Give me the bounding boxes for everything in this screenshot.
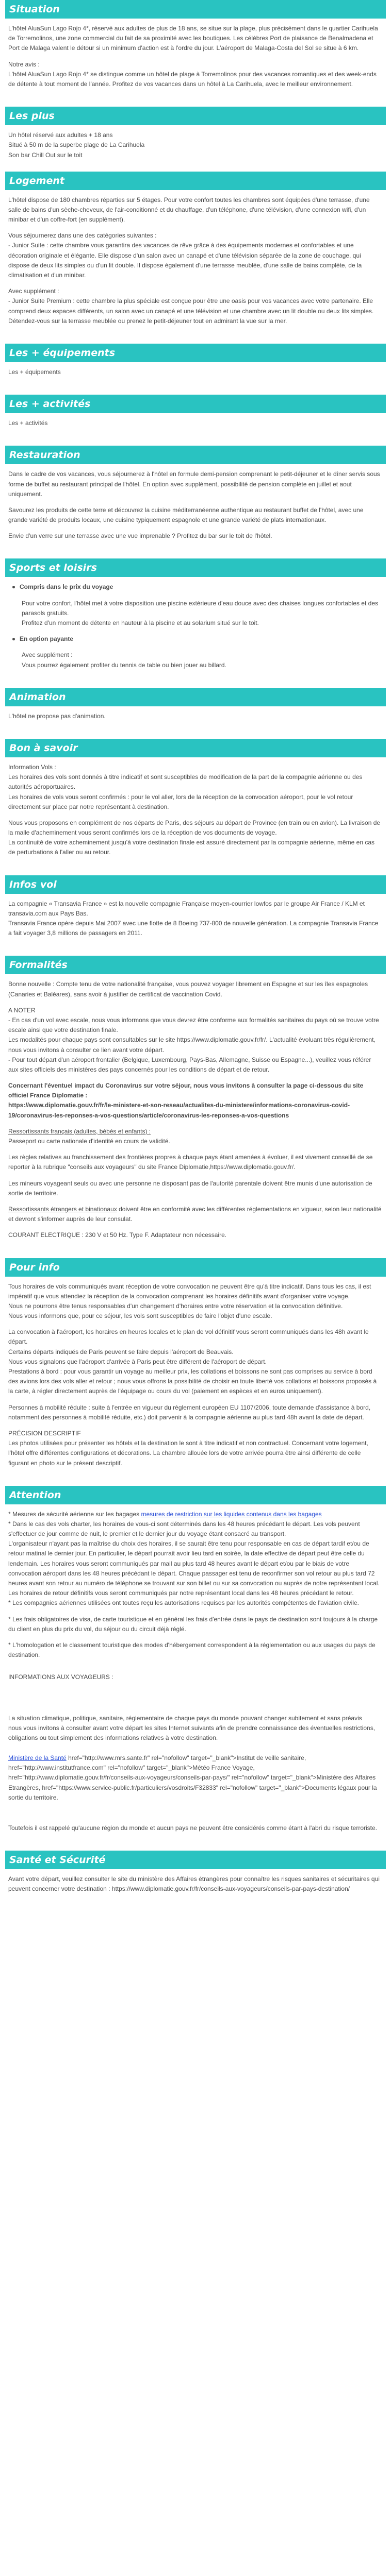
logement-junior-suite: - Junior Suite : cette chambre vous garantira des vacances de rêve grâce à des équipements modernes et confortables et une décoration originale et élégante. Elle dispose d'un salon avec un canapé et d'une télévision séparée de la zone de couchage, qui dispose de deux lits simples ou d'un lit double. Il dispose également d'une terrasse meublée, d'une salle de bains complète, de la climatisation et d'un minibar. — [8, 242, 362, 279]
section-body-savoir — [5, 757, 386, 875]
sports-included-text: Pour votre confort, l'hôtel met à votre disposition une piscine extérieure d'eau douce avec des chaises longues confortables et des parasols gratuits. — [22, 599, 378, 617]
situation-avis-text: L'hôtel AluaSun Lago Rojo 4* se distingue comme un hôtel de plage à Torremolinos pour des vacances romantiques et des week-ends de détente à tout moment de l'année. Profitez de vos vacances dans un hôtel à La Carihuela, avec le meilleur environnement. — [8, 70, 377, 88]
sports-paid-label: Avec supplément : — [22, 651, 73, 659]
logement-junior-suite-premium: - Junior Suite Premium : cette chambre la plus spéciale est conçue pour être une oasis pour vos vacances avec votre partenaire. Elle comprend deux espaces différents, un salon avec un canapé et une télévision et une chambre avec un lit double ou deux lits simples. Détendez-vous sur la terrasse meublée ou prenez le petit-déjeuner tout en admirant la vue sur la mer. — [8, 297, 374, 325]
formalites-note-label: A NOTER — [8, 1006, 36, 1014]
formalites-paragraph: - Pour tout départ d'un aéroport frontalier (Belgique, Luxembourg, Pays-Bas, Allemagne, Suisse ou Espagne...), veuillez vous référer aux sites officiels des ministères des pays concernés pour les conditions de départ et de retour. — [8, 1056, 371, 1073]
attention-paragraph: Toutefois il est rappelé qu'aucune région du monde et aucun pays ne peuvent être considérés comme étant à l'abri du risque terroriste. — [8, 1824, 378, 1832]
logement-paragraph: L'hôtel dispose de 180 chambres réparties sur 5 étages. Pour votre confort toutes les chambres sont équipées d'une terrasse, d'une salle de bains d'un sèche-cheveux, de l'air-conditionné et du chauffage, d'un téléphone, d'une télévision, d'une connexion wifi, d'un minibar et d'un coffre-fort (en supplément). — [8, 196, 370, 224]
formalites-paragraph: Les modalités pour chaque pays sont consultables sur le site https://www.diplomatie.gouv.fr/fr/. L'actualité évoluant très régulièrement, nous vous invitons à consulter ce lien avant votre départ. — [8, 1036, 376, 1054]
vols-paragraph: La compagnie « Transavia France » est la nouvelle compagnie Française moyen-courrier lowfos par le groupe Air France / KLM et transavia.com aux Pays Bas. — [8, 900, 365, 917]
section-title-situation: Situation — [5, 0, 386, 19]
sports-included-text: Profitez d'un moment de détente en hauteur à la piscine et au solarium situé sur le toit. — [22, 619, 259, 626]
savoir-paragraph: Les horaires des vols sont donnés à titre indicatif et sont susceptibles de modification de la part de la compagnie aérienne ou des autorités aéroportuaires. — [8, 773, 363, 791]
attention-links — [8, 1753, 383, 1803]
logement-categories-intro: Vous séjournerez dans une des catégories suivantes : — [8, 232, 157, 240]
animation-text: L'hôtel ne propose pas d'animation. — [8, 712, 106, 720]
equipements-text: Les + équipements — [8, 368, 61, 376]
section-title-equipements: Les + équipements — [5, 344, 386, 362]
pourinfo-paragraph: Certains départs indiqués de Paris peuvent se faire depuis l'aéroport de Beauvais. — [8, 1348, 234, 1355]
restauration-paragraph: Envie d'un verre sur une terrasse avec une vue imprenable ? Profitez du bar sur le toit de l'hôtel. — [8, 532, 272, 540]
pourinfo-paragraph: Prestations à bord : pour vous garantir un voyage au meilleur prix, les collations et boissons ne sont pas comprises au service à bord des avions lors des vols aller et retour ; nous vous offrons la possibilité de choisir en toute liberté vos collations et boissons proposés à la carte, à régler directement auprès de l'équipage ou cours du vol (paiement en espèces et en euros uniquement). — [8, 1368, 377, 1395]
savoir-paragraph: Les horaires de vols vous seront confirmés : pour le vol aller, lors de la réception de la convocation aéroport, pour le vol retour directement sur place par notre représentant à destination. — [8, 793, 353, 810]
sports-included-heading: Compris dans le prix du voyage — [8, 582, 383, 592]
section-title-sports: Sports et loisirs — [5, 558, 386, 577]
attention-paragraph: L'organisateur n'ayant pas la maîtrise du choix des horaires, il se saurait être tenu pour responsable en cas de départ tardif et/ou de retour matinal le dernier jour. En particulier, le départ pourrait avoir lieu tard en soirée, la date effective de départ peut être celle du lendemain. Les horaires vous seront communiqués par mail au plus tard 48 heures avant le départ et/ou par le biais de votre convocation aéroport dans les 48 heures précédant le départ. Chaque passager est tenu de reconfirmer son vol retour au plus tard 72 heures avant son retour au numéro de téléphone se trouvant sur son billet ou sur sa convocation ou auprès de notre représentant local. Les horaires de retour définitifs vous seront communiqués par notre représentant local dans les 48 heures précédant le retour. — [8, 1540, 380, 1597]
formalites-paragraph: - En cas d'un vol avec escale, nous vous informons que vous devrez être conforme aux formalités sanitaires du pays où se trouve votre escale ainsi que votre destination finale. — [8, 1016, 379, 1034]
section-body-plus — [5, 125, 386, 172]
section-body-pourinfo — [5, 1277, 386, 1486]
attention-security-text: * Mesures de sécurité aérienne sur les bagages — [8, 1510, 141, 1518]
formalites-foreigners-text: doivent être en conformité avec les différentes réglementations en vigueur, selon leur nationalité et devront s'informer auprès de leur consulat. — [8, 1205, 382, 1223]
pourinfo-paragraph: Nous vous signalons que l'aéroport d'arrivée à Paris peut être différent de l'aéroport de départ. — [8, 1358, 267, 1365]
formalites-nationals-heading: Ressortissants français (adultes, bébés et enfants) : — [8, 1127, 151, 1135]
pourinfo-paragraph: La convocation à l'aéroport, les horaires en heures locales et le plan de vol définitif vous seront communiqués dans les 48h avant le départ. — [8, 1328, 369, 1346]
section-title-savoir: Bon à savoir — [5, 739, 386, 757]
formalites-covid-link[interactable]: https://www.diplomatie.gouv.fr/fr/le-ministere-et-son-reseau/actualites-du-ministere/informations-coronavirus-covid-19/coronavirus-les-reponses-a-vos-questions/article/coronavirus-les-reponses-a-vos-questions — [8, 1101, 350, 1119]
savoir-paragraph: Nous vous proposons en complément de nos départs de Paris, des séjours au départ de Province (en train ou en avion). La livraison de la malle d'acheminement vous seront confirmés lors de la réception de vos documents de voyage. — [8, 819, 381, 837]
pourinfo-paragraph: Nous ne pourrons être tenus responsables d'un changement d'horaires entre votre réservation et la convocation définitive. — [8, 1302, 343, 1310]
attention-paragraph: * Les compagnies aériennes utilisées ont toutes reçu les autorisations requises par les autorités compétentes de l'aviation civile. — [8, 1599, 359, 1607]
sports-paid-block — [8, 650, 383, 670]
section-body-logement — [5, 190, 386, 344]
formalites-paragraph: Les règles relatives au franchissement des frontières propres à chaque pays étant amenées à évoluer, il est vivement conseillé de se reporter à la rubrique "conseils aux voyageurs" du site France Diplomatie,https://www.diplomatie.gouv.fr/. — [8, 1154, 373, 1171]
formalites-paragraph: Bonne nouvelle : Compte tenu de votre nationalité française, vous pouvez voyager librement en Espagne et sur les îles espagnoles (Canaries et Baléares), sans avoir à justifier de certificat de vaccination Covid. — [8, 980, 368, 998]
section-title-logement: Logement — [5, 172, 386, 190]
plus-line: Un hôtel réservé aux adultes + 18 ans — [8, 131, 113, 139]
attention-security — [8, 1510, 383, 1519]
formalites-foreigners — [8, 1205, 383, 1224]
plus-line: Son bar Chill Out sur le toit — [8, 151, 83, 159]
activites-text: Les + activités — [8, 419, 48, 427]
section-body-situation — [5, 19, 386, 107]
sports-paid-text: Vous pourrez également profiter du tennis de table ou bien jouer au billard. — [22, 661, 226, 669]
attention-liquids-link[interactable]: mesures de restriction sur les liquides contenus dans les bagages — [141, 1510, 322, 1518]
section-title-securite: Santé et Sécurité — [5, 1851, 386, 1869]
formalites-electric: COURANT ELECTRIQUE : 230 V et 50 Hz. Type F. Adaptateur non nécessaire. — [8, 1231, 227, 1239]
section-body-equipements — [5, 362, 386, 395]
restauration-paragraph: Dans le cadre de vos vacances, vous séjournerez à l'hôtel en formule demi-pension comprenant le petit-déjeuner et le dîner servis sous forme de buffet au restaurant principal de l'hôtel. En option avec supplément, possibilité de pension complète en juillet et aout uniquement. — [8, 470, 380, 498]
logement-supplement-label: Avec supplément : — [8, 287, 59, 295]
sports-paid-heading: En option payante — [8, 634, 383, 644]
vols-paragraph: Transavia France opère depuis Mai 2007 avec une flotte de 8 Boeing 737-800 de nouvelle génération. La compagnie Transavia France a fait voyager 3,8 millions de passagers en 2011. — [8, 920, 379, 937]
section-body-formalites — [5, 974, 386, 1258]
attention-paragraph: La situation climatique, politique, sanitaire, réglementaire de chaque pays du monde pouvant changer subitement et sans préavis — [8, 1714, 362, 1722]
pourinfo-paragraph: Tous horaires de vols communiqués avant réception de votre convocation ne peuvent être qu'à titre indicatif. Dans tous les cas, il est impératif que vous attendiez la réception de la convocation comprenant les horaires définitifs avant d'organiser votre voyage. — [8, 1282, 371, 1300]
formalites-paragraph: Les mineurs voyageant seuls ou avec une personne ne disposant pas de l'autorité parentale doivent être munis d'une autorisation de sortie de territoire. — [8, 1179, 372, 1197]
section-title-vols: Infos vol — [5, 875, 386, 894]
section-title-attention: Attention — [5, 1486, 386, 1504]
restauration-paragraph: Savourez les produits de cette terre et découvrez la cuisine méditerranéenne authentique au restaurant buffet de l'hôtel, avec une grande variété de produits locaux, une cuisine typiquement espagnole et une grande variété de plats internationaux. — [8, 506, 364, 524]
formalites-paragraph: Passeport ou carte nationale d'identité en cours de validité. — [8, 1138, 170, 1145]
section-body-activites — [5, 413, 386, 446]
securite-paragraph: Avant votre départ, veuillez consulter le site du ministère des Affaires étrangères pour connaître les risques sanitaires et sécuritaires qui peuvent concerner votre destination : https://www.diplomatie.gouv.fr/fr/conseils-aux-voyageurs/conseils-par-pays-destination/ — [8, 1875, 380, 1893]
situation-paragraph: L'hôtel AluaSun Lago Rojo 4*, réservé aux adultes de plus de 18 ans, se situe sur la plage, plus précisément dans le quartier Carihuela de Torremolinos, une zone commercial du fait de sa proximité avec les boutiques. Les célèbres Port de plaisance de Benalmadena et Port de Malaga valent le détour si un minimum d'action est à l'ordre du jour. L'aéroport de Malaga-Costa del Sol se situe à 6 km. — [8, 25, 378, 52]
situation-avis-label: Notre avis : — [8, 60, 40, 68]
section-title-pourinfo: Pour info — [5, 1258, 386, 1277]
section-title-plus: Les plus — [5, 107, 386, 125]
attention-paragraph: * Dans le cas des vols charter, les horaires de vous-ci sont déterminés dans les 48 heures précédant le départ. Les vols peuvent s'effectuer de jour comme de nuit, le premier et le dernier jour du voyage étant consacré au transport. — [8, 1520, 360, 1538]
attention-health-link[interactable]: Ministère de la Santé — [8, 1754, 67, 1762]
attention-paragraph: nous vous invitons à consulter avant votre départ les sites Internet suivants afin de prendre connaissance des éventuelles restrictions, obligations ou tout simplement des informations relatives à votre destination. — [8, 1724, 376, 1741]
pourinfo-descriptif-label: PRÉCISION DESCRIPTIF — [8, 1429, 81, 1437]
savoir-paragraph: La continuité de votre acheminement jusqu'à votre destination finale est assuré directement par la compagnie aérienne, même en cas de perturbations à l'aller ou au retour. — [8, 839, 375, 856]
attention-paragraph: * Les frais obligatoires de visa, de carte touristique et en général les frais d'entrée dans le pays de destination sont toujours à la charge du client en plus du prix du vol, du séjour ou du circuit déjà réglé. — [8, 1615, 378, 1633]
section-title-activites: Les + activités — [5, 395, 386, 413]
section-title-animation: Animation — [5, 688, 386, 706]
sports-included-block — [8, 599, 383, 629]
attention-links-text: href="http://www.mrs.sante.fr" rel="nofollow" target="_blank">Institut de veille sanitaire, href="http://www.institutfrance.com" rel="nofollow" target="_blank">Météo France Voyage, href="http://www.diplomatie.gouv.fr/fr/conseils-aux-voyageurs/conseils-par-pays/" rel="nofollow" target="_blank">Ministère des Affaires Etrangères, href="https://www.service-public.fr/particuliers/vosdroits/F32833" rel="nofollow" target="_blank">Documents légaux pour la sortie du territoire. — [8, 1754, 377, 1801]
pourinfo-paragraph: Nous vous informons que, pour ce séjour, les vols sont susceptibles de faire l'objet d'une escale. — [8, 1312, 272, 1320]
section-body-vols — [5, 894, 386, 956]
section-body-restauration — [5, 464, 386, 558]
formalites-covid-notice: Concernant l'éventuel impact du Coronavirus sur votre séjour, nous vous invitons à consulter la page ci-dessous du site officiel France Diplomatie : — [8, 1082, 364, 1099]
savoir-vols-label: Information Vols : — [8, 763, 56, 771]
section-body-sports — [5, 577, 386, 687]
pourinfo-paragraph: Personnes à mobilité réduite : suite à l'entrée en vigueur du règlement européen EU 1107/2006, toute demande d'assistance à bord, notamment des personnes à mobilité réduite, etc.) doit parvenir à la compagnie aérienne au plus tard 48h avant la date de départ. — [8, 1403, 371, 1421]
section-body-animation — [5, 706, 386, 739]
section-body-securite — [5, 1869, 386, 1911]
section-title-formalites: Formalités — [5, 956, 386, 974]
attention-travellers-label: INFORMATIONS AUX VOYAGEURS : — [8, 1673, 113, 1681]
pourinfo-paragraph: Les photos utilisées pour présenter les hôtels et la destination le sont à titre indicatif et non contractuel. Concernant votre logement, l'hôtel offre différentes configurations et décorations. La chambre allouée lors de votre arrivée pourra être ainsi différente de celle figurant en photo sur le présent descriptif. — [8, 1439, 368, 1467]
section-body-attention — [5, 1504, 386, 1851]
attention-paragraph: * L'homologation et le classement touristique des modes d'hébergement correspondent à la réglementation ou aux usages du pays de destination. — [8, 1641, 376, 1659]
formalites-foreigners-heading: Ressortissants étrangers et binationaux — [8, 1205, 117, 1213]
plus-line: Situé à 50 m de la superbe plage de La Carihuela — [8, 141, 145, 149]
section-title-restauration: Restauration — [5, 446, 386, 464]
